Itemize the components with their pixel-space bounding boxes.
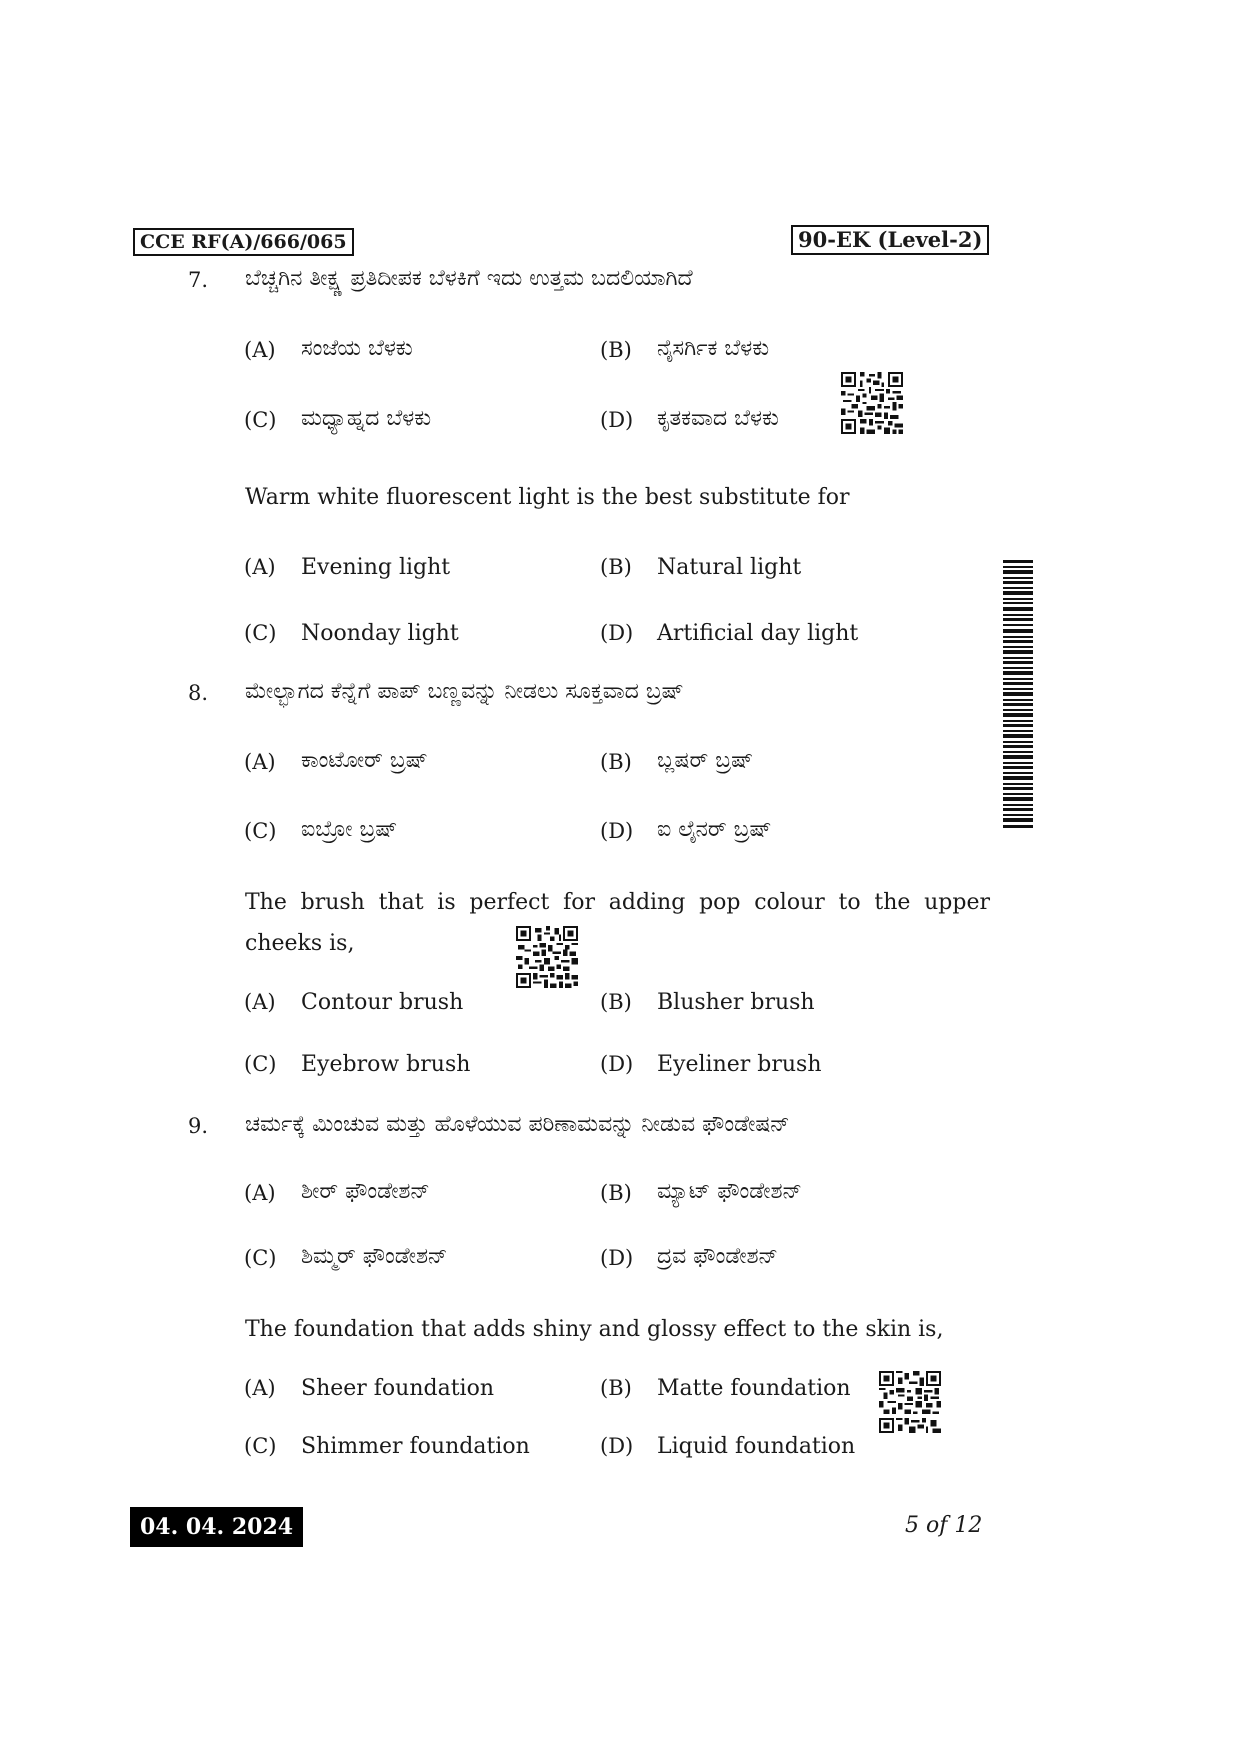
q7-kn-option-d: ಕೃತಕವಾದ ಬೆಳಕು — [657, 406, 779, 431]
question-8-english-text-line2: cheeks is, — [245, 931, 355, 956]
question-7-kannada-text: ಬೆಚ್ಚಗಿನ ತೀಕ್ಷ್ಣ ಪ್ರತಿದೀಪಕ ಬೆಳಕಿಗೆ ಇದು ಉತ್ತಮ ಬದಲಿಯಾಗಿದೆ — [245, 266, 693, 291]
paper-code-right: 90-EK (Level-2) — [791, 225, 989, 255]
qr-code-icon — [841, 372, 903, 434]
q9-kn-option-a: ಶೀರ್ ಫೌಂಡೇಶನ್ — [301, 1179, 430, 1204]
q7-en-option-a: Evening light — [301, 555, 451, 580]
page-number: 5 of 12 — [905, 1513, 983, 1538]
question-8-english-text-line1: The brush that is perfect for adding pop colour to the upper — [245, 890, 990, 915]
question-9-number: 9. — [188, 1114, 209, 1138]
qr-code-icon — [516, 926, 578, 988]
q9-en-option-b: Matte foundation — [657, 1376, 851, 1401]
q9-kn-option-d: ದ್ರವ ಫೌಂಡೇಶನ್ — [657, 1244, 778, 1269]
option-letter: (A) — [244, 990, 276, 1014]
option-letter: (A) — [244, 338, 276, 362]
question-8-kannada-text: ಮೇಲ್ಭಾಗದ ಕೆನ್ನೆಗೆ ಪಾಪ್ ಬಣ್ಣವನ್ನು ನೀಡಲು ಸೂಕ್ತವಾದ ಬ್ರಷ್ — [245, 679, 684, 704]
option-letter: (B) — [600, 750, 632, 774]
option-letter: (D) — [600, 819, 634, 843]
question-7-english-text: Warm white fluorescent light is the best substitute for — [245, 485, 850, 510]
option-letter: (B) — [600, 1181, 632, 1205]
option-letter: (D) — [600, 621, 634, 645]
option-letter: (B) — [600, 338, 632, 362]
option-letter: (D) — [600, 1052, 634, 1076]
option-letter: (D) — [600, 1434, 634, 1458]
q7-kn-option-b: ನೈಸರ್ಗಿಕ ಬೆಳಕು — [657, 336, 770, 361]
q8-kn-option-d: ಐ ಲೈನರ್ ಬ್ರಷ್ — [657, 817, 772, 842]
option-letter: (B) — [600, 990, 632, 1014]
q7-en-option-d: Artificial day light — [657, 621, 859, 646]
option-letter: (A) — [244, 1181, 276, 1205]
option-letter: (D) — [600, 408, 634, 432]
question-9-english-text: The foundation that adds shiny and glossy effect to the skin is, — [245, 1317, 944, 1342]
q7-en-option-c: Noonday light — [301, 621, 459, 646]
q7-kn-option-a: ಸಂಜೆಯ ಬೆಳಕು — [301, 336, 413, 361]
q9-kn-option-c: ಶಿಮ್ಮರ್ ಫೌಂಡೇಶನ್ — [301, 1244, 448, 1269]
option-letter: (A) — [244, 750, 276, 774]
qr-code-icon — [879, 1371, 941, 1433]
option-letter: (C) — [244, 819, 277, 843]
q9-kn-option-b: ಮ್ಯಾಟ್ ಫೌಂಡೇಶನ್ — [657, 1179, 802, 1204]
q8-en-option-d: Eyeliner brush — [657, 1052, 822, 1077]
q8-en-option-c: Eyebrow brush — [301, 1052, 471, 1077]
option-letter: (A) — [244, 555, 276, 579]
option-letter: (C) — [244, 1246, 277, 1270]
exam-date: 04. 04. 2024 — [130, 1507, 303, 1547]
q8-en-option-b: Blusher brush — [657, 990, 815, 1015]
question-7-number: 7. — [188, 268, 209, 292]
option-letter: (B) — [600, 555, 632, 579]
q8-kn-option-c: ಐಬ್ರೋ ಬ್ರಷ್ — [301, 817, 398, 842]
q9-en-option-c: Shimmer foundation — [301, 1434, 530, 1459]
q9-en-option-a: Sheer foundation — [301, 1376, 495, 1401]
option-letter: (D) — [600, 1246, 634, 1270]
option-letter: (C) — [244, 1052, 277, 1076]
q7-en-option-b: Natural light — [657, 555, 802, 580]
paper-code-left: CCE RF(A)/666/065 — [133, 228, 354, 256]
barcode-icon — [1003, 560, 1033, 830]
option-letter: (C) — [244, 621, 277, 645]
q8-kn-option-b: ಬ್ಲಷರ್ ಬ್ರಷ್ — [657, 748, 754, 773]
option-letter: (C) — [244, 408, 277, 432]
q8-kn-option-a: ಕಾಂಟೋರ್ ಬ್ರಷ್ — [301, 748, 428, 773]
q9-en-option-d: Liquid foundation — [657, 1434, 856, 1459]
option-letter: (C) — [244, 1434, 277, 1458]
option-letter: (B) — [600, 1376, 632, 1400]
q8-en-option-a: Contour brush — [301, 990, 464, 1015]
question-8-number: 8. — [188, 681, 209, 705]
q7-kn-option-c: ಮಧ್ಯಾಹ್ನದ ಬೆಳಕು — [301, 406, 432, 431]
question-9-kannada-text: ಚರ್ಮಕ್ಕೆ ಮಿಂಚುವ ಮತ್ತು ಹೊಳೆಯುವ ಪರಿಣಾಮವನ್ನು ನೀಡುವ ಫೌಂಡೇಷನ್ — [245, 1112, 790, 1137]
option-letter: (A) — [244, 1376, 276, 1400]
